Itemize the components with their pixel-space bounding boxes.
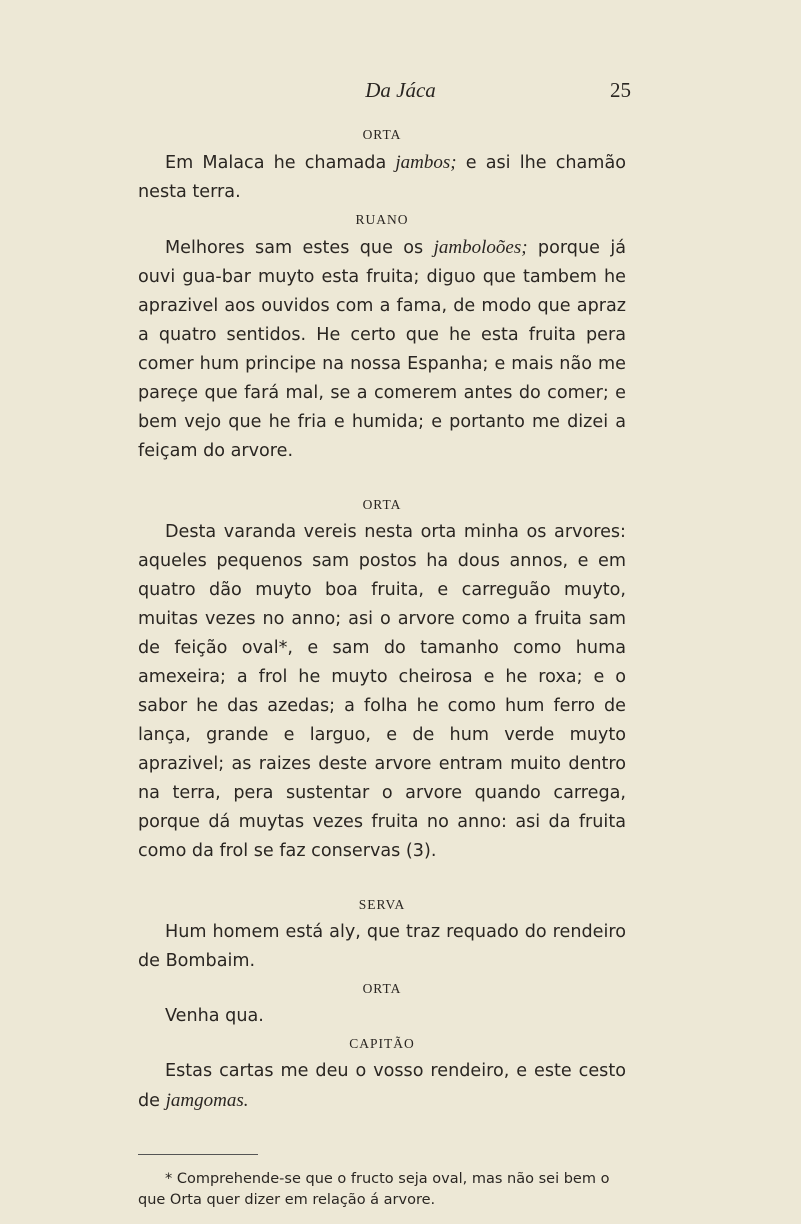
footnote-rule [138, 1154, 258, 1155]
speaker-label: RUANO [355, 212, 409, 227]
paragraph: Hum homem está aly, que traz requado do rendeiro de Bombaim. [138, 922, 626, 971]
speaker-label: ORTA [362, 981, 402, 996]
speaker-label: SERVA [358, 897, 406, 912]
speaker-label: ORTA [362, 127, 402, 142]
footnote: * Comprehende-se que o fructo seja oval, mas não sei bem o que Orta quer dizer em relação á arvore. [138, 1171, 610, 1208]
speaker-label: ORTA [362, 497, 402, 512]
page-header [0, 78, 801, 108]
page-number: 25 [610, 78, 631, 102]
speaker-label: CAPITÃO [349, 1036, 415, 1051]
paragraph: Melhores sam estes que os jamboloões; porque já ouvi gua-bar muyto esta fruita; diguo que tambem he aprazivel aos ouvidos com a fama, de modo que apraz a quatro sentidos. He certo que he esta fruita pera comer hum principe na nossa Espanha; e mais não me pareçe que fará mal, se a comerem antes do comer; e bem vejo que he fria e humida; e portanto me dizei a feiçam do arvore. [138, 237, 626, 461]
paragraph: Em Malaca he chamada jambos; e asi lhe chamão nesta terra. [138, 152, 626, 202]
paragraph: Venha qua. [165, 1006, 264, 1026]
main-text [138, 122, 626, 1211]
paragraph: Estas cartas me deu o vosso rendeiro, e este cesto de jamgomas. [138, 1061, 626, 1111]
running-title: Da Jáca [365, 78, 436, 102]
paragraph: Desta varanda vereis nesta orta minha os arvores: aqueles pequenos sam postos ha dous annos, e em quatro dão muyto boa fruita, e carreguão muyto, muitas vezes no anno; asi o arvore como a fruita sam de feição oval*, e sam do tamanho como huma amexeira; a frol he muyto cheirosa e he roxa; e o sabor he das azedas; a folha he como hum ferro de lança, grande e larguo, e de hum verde muyto aprazivel; as raizes deste arvore entram muito dentro na terra, pera sustentar o arvore quando carrega, porque dá muytas vezes fruita no anno: asi da fruita como da frol se faz conservas (3). [138, 522, 626, 861]
